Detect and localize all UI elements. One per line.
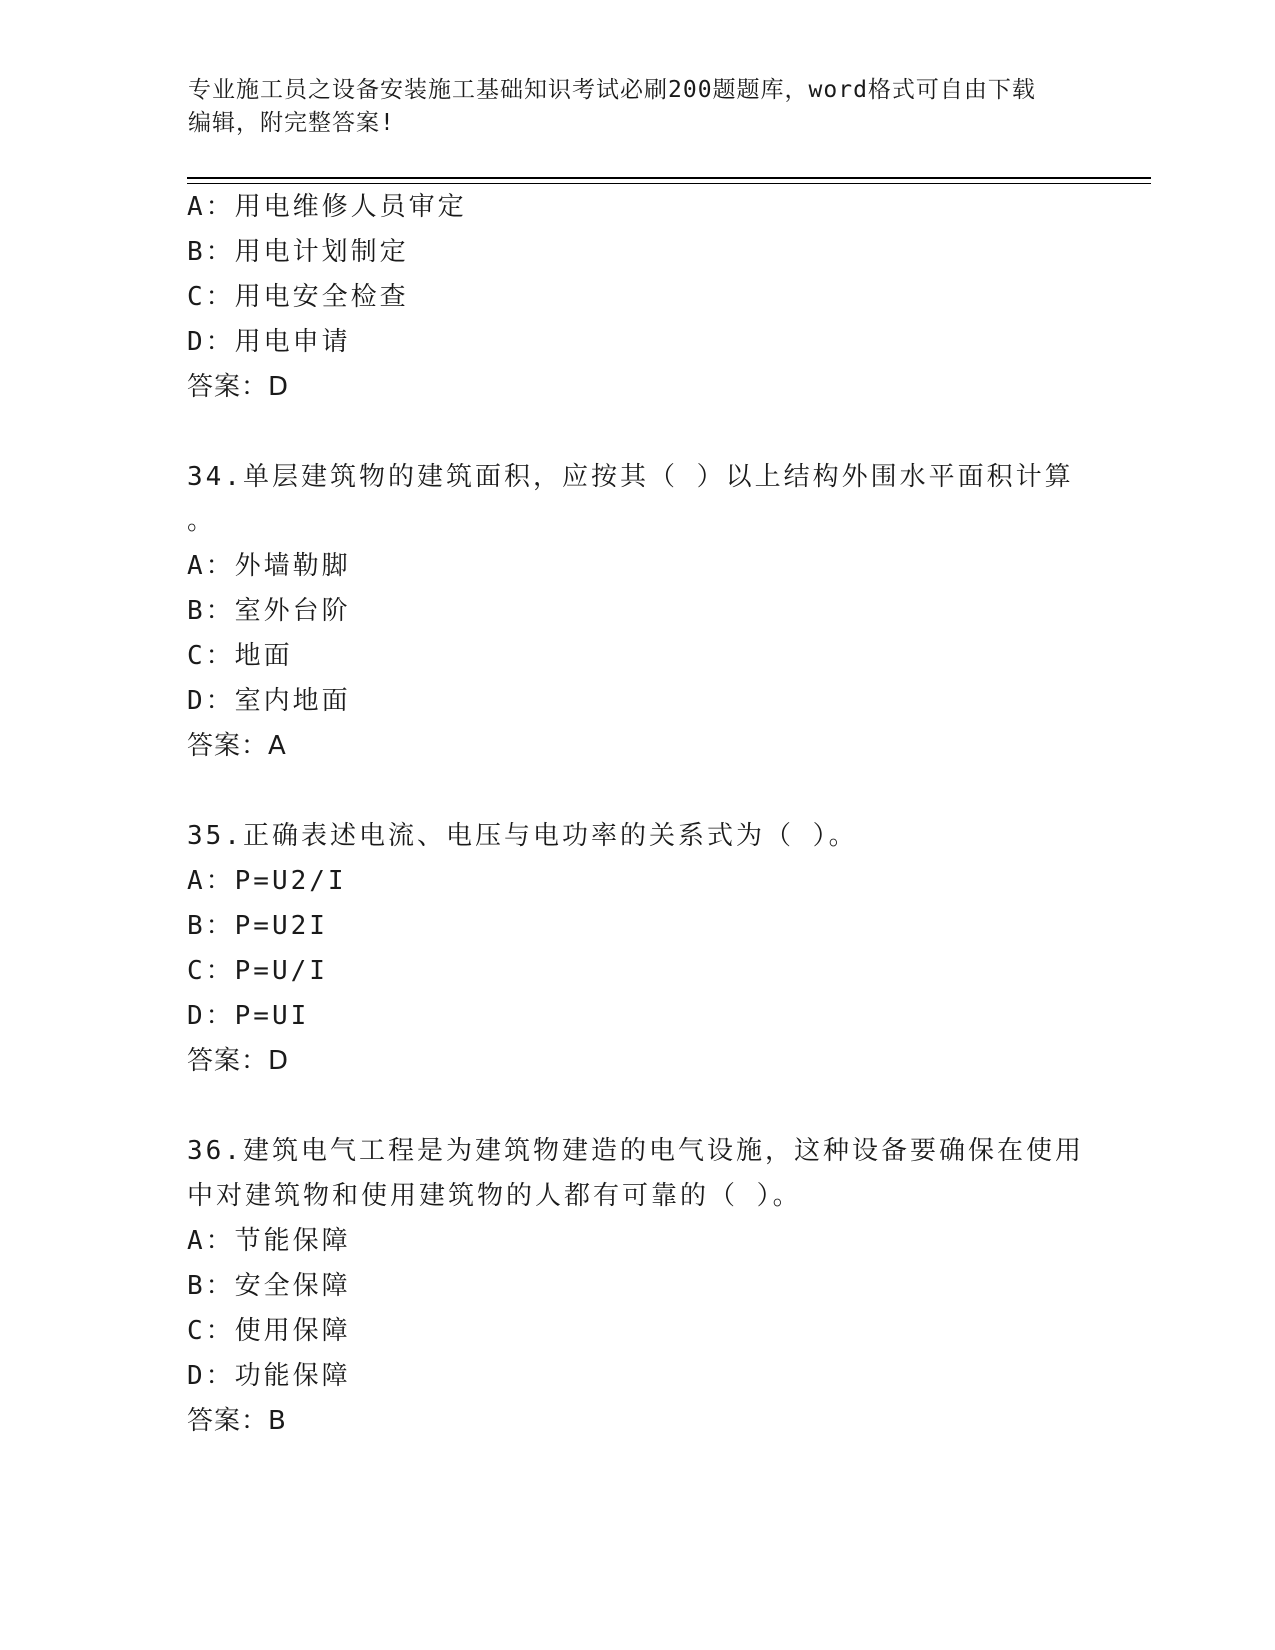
- header-divider-thick: [187, 177, 1151, 179]
- q33-option-a: A：用电维修人员审定: [187, 192, 467, 222]
- q36-option-a: A：节能保障: [187, 1226, 351, 1256]
- q35-option-b: B：P=U2I: [187, 911, 328, 941]
- header-title-line-2: 编辑，附完整答案!: [188, 110, 395, 136]
- q36-option-d: D：功能保障: [187, 1361, 351, 1391]
- q36-stem-line-2: 中对建筑物和使用建筑物的人都有可靠的（ ）。: [187, 1181, 802, 1211]
- header-divider-thin: [187, 183, 1151, 184]
- q34-option-a: A：外墙勒脚: [187, 551, 351, 581]
- q35-option-d: D：P=UI: [187, 1001, 310, 1031]
- q33-option-c: C：用电安全检查: [187, 282, 409, 312]
- q34-stem-line-2: 。: [187, 506, 217, 536]
- q35-option-c: C：P=U/I: [187, 956, 328, 986]
- q33-answer: 答案：D: [187, 372, 290, 402]
- q34-answer: 答案：A: [187, 731, 287, 761]
- q35-stem-line-1: 35.正确表述电流、电压与电功率的关系式为（ ）。: [187, 821, 858, 851]
- q36-stem-line-1: 36.建筑电气工程是为建筑物建造的电气设施，这种设备要确保在使用: [187, 1136, 1084, 1166]
- q34-option-b: B：室外台阶: [187, 596, 351, 626]
- q34-stem-line-1: 34.单层建筑物的建筑面积，应按其（ ）以上结构外围水平面积计算: [187, 462, 1074, 492]
- q36-option-b: B：安全保障: [187, 1271, 351, 1301]
- q35-option-a: A：P=U2/I: [187, 866, 347, 896]
- q33-option-d: D：用电申请: [187, 327, 351, 357]
- q36-answer: 答案：B: [187, 1406, 287, 1436]
- document-header: [188, 74, 1088, 140]
- q36-option-c: C：使用保障: [187, 1316, 351, 1346]
- q34-option-d: D：室内地面: [187, 686, 351, 716]
- header-title-line-1: 专业施工员之设备安装施工基础知识考试必刷200题题库，word格式可自由下载: [188, 77, 1036, 103]
- q33-option-b: B：用电计划制定: [187, 237, 409, 267]
- q34-option-c: C：地面: [187, 641, 293, 671]
- q35-answer: 答案：D: [187, 1046, 290, 1076]
